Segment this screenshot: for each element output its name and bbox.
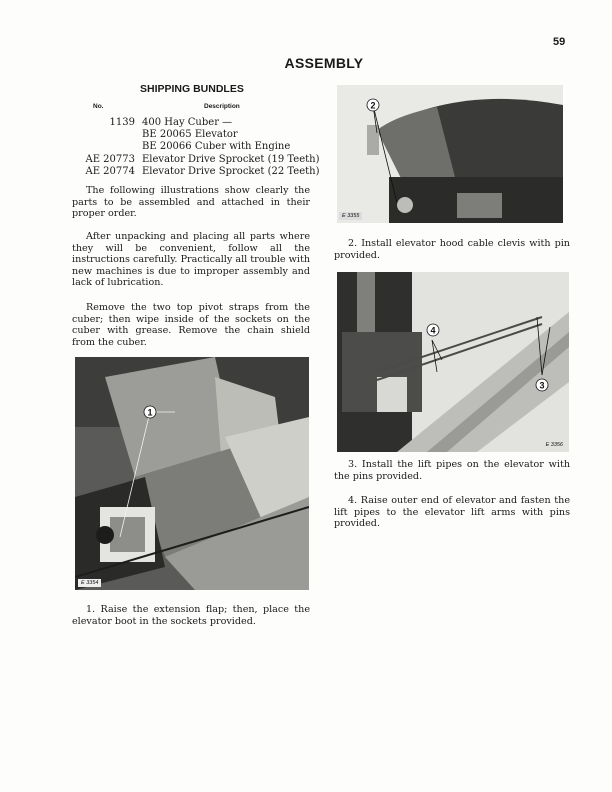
- part-number: 1139: [109, 117, 135, 128]
- figure-3-callout-4: 4: [430, 325, 436, 336]
- intro-paragraph: The following illustrations show clearly the parts to be assembled and attached in their proper order.: [72, 185, 310, 220]
- part-description: Elevator Drive Sprocket (22 Teeth): [142, 165, 320, 177]
- step-2-caption: 2. Install elevator hood cable clevis with pin provided.: [334, 238, 570, 261]
- figure-2-photo: [337, 85, 563, 223]
- figure-2-code: E 3355: [339, 212, 362, 220]
- column-header-description: Description: [204, 103, 240, 110]
- part-description: 400 Hay Cuber —: [142, 117, 233, 128]
- figure-3-illustration: [337, 272, 569, 452]
- page-number: 59: [553, 36, 566, 48]
- page-title: ASSEMBLY: [284, 55, 364, 71]
- figure-3-photo: [337, 272, 569, 452]
- figure-3-callout-3: 3: [539, 380, 545, 391]
- column-header-no: No.: [93, 103, 104, 110]
- part-number: AE 20773: [85, 153, 135, 165]
- part-description: Elevator Drive Sprocket (19 Teeth): [142, 153, 320, 165]
- figure-2-callout: 2: [370, 100, 376, 111]
- step-1-caption: 1. Raise the extension flap; then, place the elevator boot in the sockets provided.: [72, 604, 310, 627]
- part-description: BE 20065 Elevator: [142, 129, 238, 141]
- figure-2-illustration: [337, 85, 563, 223]
- figure-1-photo: [75, 357, 309, 590]
- part-number: AE 20774: [85, 165, 135, 177]
- figure-1-code: E 3354: [78, 579, 101, 587]
- step-4-caption: 4. Raise outer end of elevator and fasten the lift pipes to the elevator lift arms with pins provided.: [334, 495, 570, 530]
- step-3-caption: 3. Install the lift pipes on the elevator with the pins provided.: [334, 459, 570, 482]
- part-description: BE 20066 Cuber with Engine: [142, 141, 291, 153]
- figure-1-callout: 1: [147, 407, 153, 418]
- remove-paragraph: Remove the two top pivot straps from the cuber; then wipe inside of the sockets on the cuber with grease. Remove the chain shield from the cuber.: [72, 302, 310, 348]
- shipping-heading: SHIPPING BUNDLES: [140, 83, 244, 95]
- unpacking-paragraph: After unpacking and placing all parts where they will be convenient, follow all the instructions carefully. Practically all trouble with new machines is due to improper assembly and lack of lubrication.: [72, 231, 310, 289]
- figure-3-code: E 3356: [543, 441, 566, 449]
- figure-1-illustration: [75, 357, 309, 590]
